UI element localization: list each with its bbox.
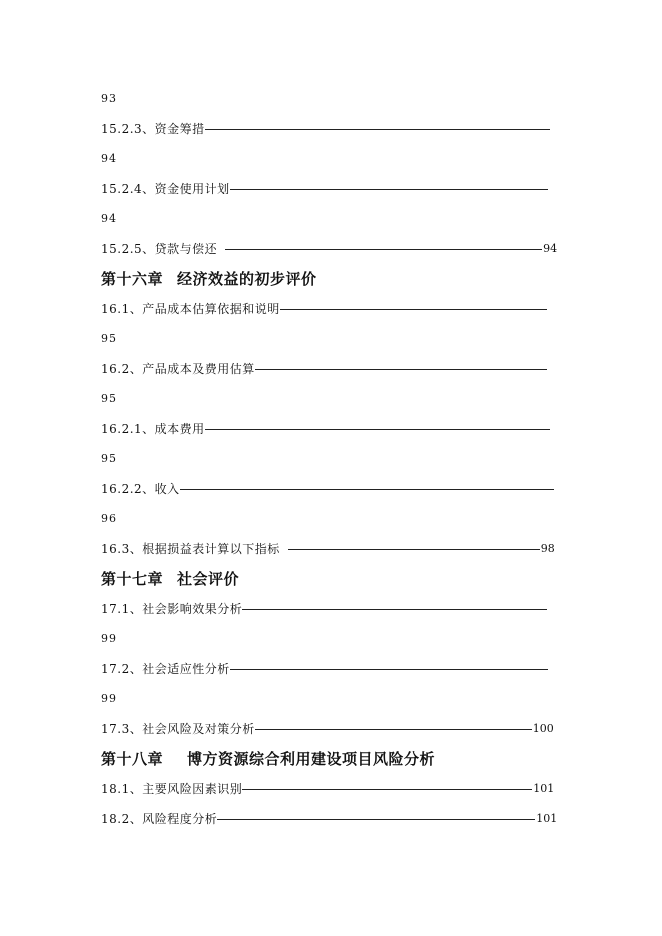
chapter-title: 经济效益的初步评价: [177, 270, 317, 288]
chapter-title: 博方资源综合利用建设项目风险分析: [187, 750, 436, 768]
toc-entry[interactable]: [101, 719, 563, 739]
toc-entry-label: 15.2.5、贷款与偿还: [101, 242, 218, 256]
toc-entry[interactable]: [101, 659, 563, 679]
toc-entry[interactable]: [101, 419, 563, 439]
dot-leader: [242, 609, 547, 610]
toc-page-number: 98: [540, 542, 555, 555]
page-number: 96: [101, 512, 117, 525]
page-number-line: [101, 149, 563, 169]
toc-page-number: 101: [533, 782, 555, 795]
toc-entry-label: 17.1、社会影响效果分析: [101, 602, 243, 616]
toc-entry-label: 17.3、社会风险及对策分析: [101, 722, 255, 736]
dot-leader: [255, 369, 547, 370]
chapter-number: 第十八章: [101, 750, 164, 768]
page-number-line: [101, 449, 563, 469]
chapter-number: 第十七章: [101, 570, 164, 588]
toc-entry[interactable]: [101, 239, 563, 259]
toc-entry-label: 16.2.1、成本费用: [101, 422, 205, 436]
page-number: 95: [101, 332, 117, 345]
page-number-line: [101, 689, 563, 709]
page-number-line: [101, 389, 563, 409]
page-number: 99: [101, 632, 117, 645]
dot-leader: [205, 429, 550, 430]
toc-entry[interactable]: [101, 539, 563, 559]
toc-entry[interactable]: [101, 299, 563, 319]
page-number-line: [101, 89, 563, 109]
dot-leader: [225, 249, 542, 250]
chapter-heading[interactable]: [101, 747, 563, 771]
page-number-line: [101, 629, 563, 649]
page-number: 94: [101, 152, 117, 165]
chapter-heading[interactable]: [101, 567, 563, 591]
chapter-title: 社会评价: [177, 570, 240, 588]
toc-entry-label: 15.2.4、资金使用计划: [101, 182, 230, 196]
page-number: 93: [101, 92, 117, 105]
page-number-line: [101, 209, 563, 229]
page-number: 94: [101, 212, 117, 225]
dot-leader: [230, 669, 548, 670]
toc-entry[interactable]: [101, 179, 563, 199]
dot-leader: [242, 789, 532, 790]
dot-leader: [217, 819, 535, 820]
dot-leader: [230, 189, 548, 190]
chapter-number: 第十六章: [101, 270, 164, 288]
dot-leader: [280, 309, 547, 310]
page-number-line: [101, 509, 563, 529]
chapter-heading[interactable]: [101, 267, 563, 291]
page-number: 99: [101, 692, 117, 705]
toc-page-number: 101: [536, 812, 558, 825]
dot-leader: [255, 729, 532, 730]
toc-entry-label: 17.2、社会适应性分析: [101, 662, 230, 676]
page-number: 95: [101, 392, 117, 405]
toc-entry-label: 16.3、根据损益表计算以下指标: [101, 542, 280, 556]
page-number-line: [101, 329, 563, 349]
page-number: 95: [101, 452, 117, 465]
toc-entry-label: 18.1、主要风险因素识别: [101, 782, 243, 796]
toc-entry[interactable]: [101, 599, 563, 619]
toc-entry[interactable]: [101, 119, 563, 139]
toc-entry-label: 15.2.3、资金筹措: [101, 122, 205, 136]
toc-entry[interactable]: [101, 809, 563, 829]
toc-entry-label: 16.2、产品成本及费用估算: [101, 362, 255, 376]
toc-entry-label: 16.1、产品成本估算依据和说明: [101, 302, 280, 316]
toc-entry[interactable]: [101, 359, 563, 379]
toc-page-number: 94: [543, 242, 558, 255]
toc-entry-label: 16.2.2、收入: [101, 482, 180, 496]
toc-entry-label: 18.2、风险程度分析: [101, 812, 218, 826]
toc-entry[interactable]: [101, 479, 563, 499]
toc-entry[interactable]: [101, 779, 563, 799]
dot-leader: [288, 549, 540, 550]
dot-leader: [205, 129, 550, 130]
dot-leader: [180, 489, 554, 490]
toc-page-number: 100: [532, 722, 554, 735]
